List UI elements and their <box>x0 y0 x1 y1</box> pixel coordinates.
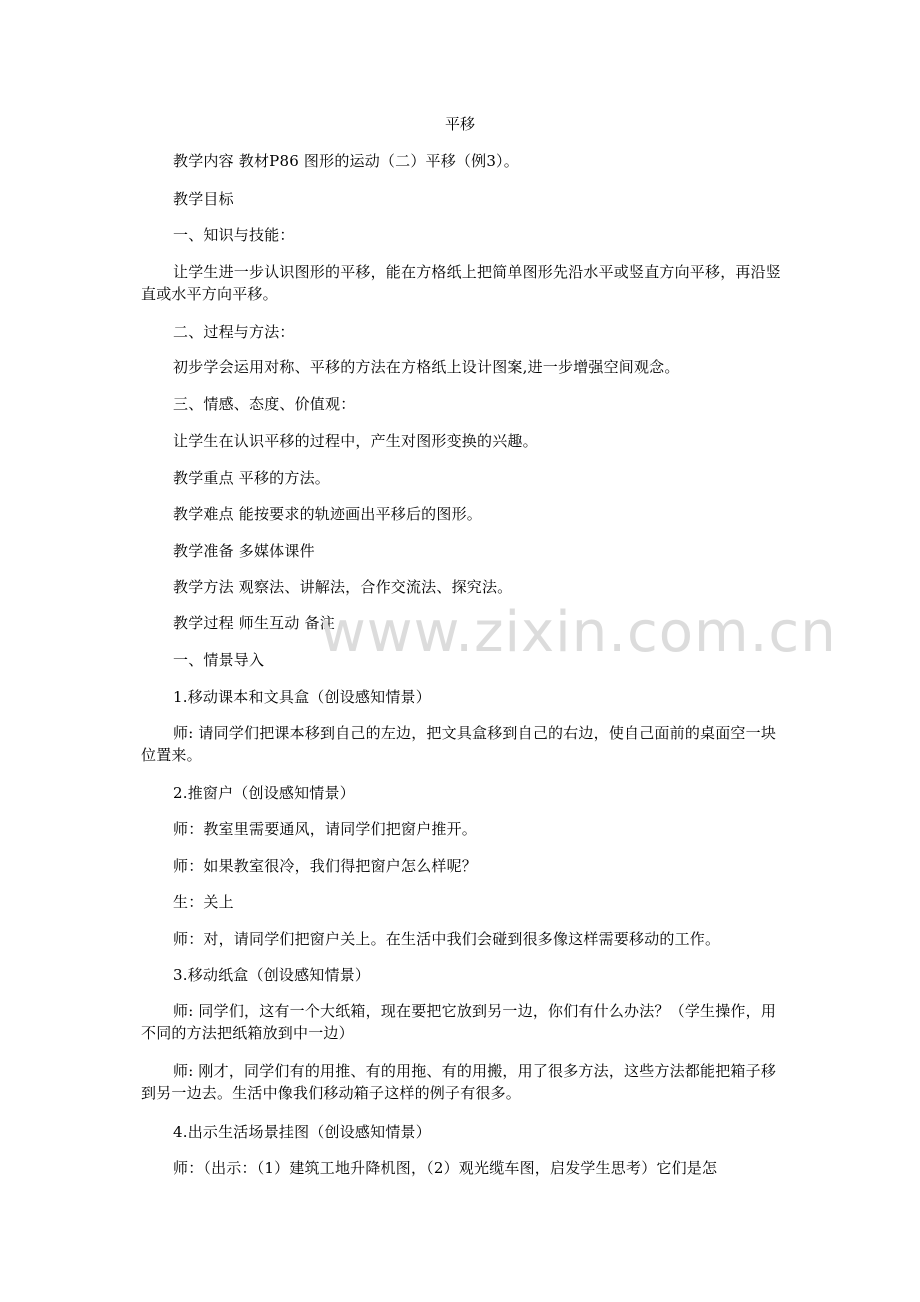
paragraph-knowledge-skills-heading: 一、知识与技能： <box>173 226 295 244</box>
paragraph-teacher-6: 师: 刚才，同学们有的用推、有的用拖、有的用搬，用了很多方法，这些方法都能把箱子移到另一边去。生活中像我们移动箱子这样的例子有很多。 <box>141 1062 777 1102</box>
paragraph-step-4: 4.出示生活场景挂图（创设感知情景） <box>173 1123 431 1141</box>
paragraph-teacher-4: 师：对，请同学们把窗户关上。在生活中我们会碰到很多像这样需要移动的工作。 <box>173 930 721 948</box>
paragraph-student-1: 生：关上 <box>173 893 234 911</box>
document-title: 平移 <box>444 115 475 133</box>
paragraph-section-intro: 一、情景导入 <box>173 651 265 669</box>
paragraph-emotion-heading: 三、情感、态度、价值观： <box>173 395 356 413</box>
paragraph-teacher-1: 师: 请同学们把课本移到自己的左边，把文具盒移到自己的右边，使自己面前的桌面空一块位置来。 <box>141 724 777 764</box>
paragraph-process-method: 初步学会运用对称、平移的方法在方格纸上设计图案,进一步增强空间观念。 <box>173 358 680 376</box>
paragraph-step-2: 2.推窗户（创设感知情景） <box>173 784 355 802</box>
paragraph-teacher-5: 师: 同学们，这有一个大纸箱，现在要把它放到另一边，你们有什么办法？（学生操作，用不同的方法把纸箱放到中一边） <box>141 1002 777 1042</box>
paragraph-teaching-goals: 教学目标 <box>173 190 234 208</box>
paragraph-preparation: 教学准备 多媒体课件 <box>173 542 315 560</box>
paragraph-teacher-2: 师：教室里需要通风，请同学们把窗户推开。 <box>173 820 478 838</box>
paragraph-knowledge-skills: 让学生进一步认识图形的平移，能在方格纸上把简单图形先沿水平或竖直方向平移，再沿竖直或水平方向平移。 <box>141 263 782 303</box>
watermark: www.zixin.com.cn <box>320 600 837 665</box>
paragraph-emotion: 让学生在认识平移的过程中，产生对图形变换的兴趣。 <box>173 432 538 450</box>
paragraph-process: 教学过程 师生互动 备注 <box>173 614 335 632</box>
paragraph-step-1: 1.移动课本和文具盒（创设感知情景） <box>173 688 431 706</box>
paragraph-difficult-point: 教学难点 能按要求的轨迹画出平移后的图形。 <box>173 505 482 523</box>
paragraph-teacher-7: 师：（出示：（1）建筑工地升降机图，（2）观光缆车图，启发学生思考）它们是怎 <box>173 1159 718 1177</box>
paragraph-teaching-content: 教学内容 教材P86 图形的运动（二）平移（例3）。 <box>173 152 519 170</box>
paragraph-process-method-heading: 二、过程与方法： <box>173 323 295 341</box>
paragraph-key-point: 教学重点 平移的方法。 <box>173 469 330 487</box>
paragraph-step-3: 3.移动纸盒（创设感知情景） <box>173 966 371 984</box>
paragraph-teacher-3: 师：如果教室很冷，我们得把窗户怎么样呢？ <box>173 857 478 875</box>
paragraph-methods: 教学方法 观察法、讲解法，合作交流法、探究法。 <box>173 578 513 596</box>
